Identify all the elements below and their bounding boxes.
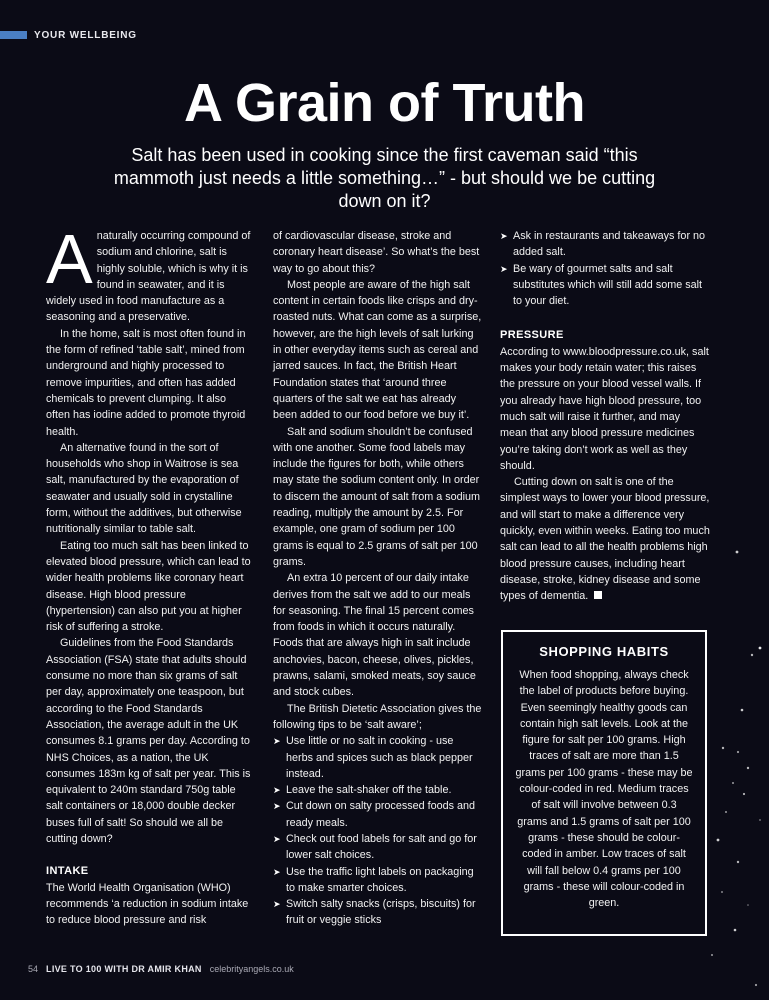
list-item	[273, 782, 483, 798]
arrow-bullet-icon: ➤	[273, 833, 281, 844]
intro-text: naturally occurring compound of sodium and chlorine, salt is highly soluble, which is why it is found in seawater, and it is widely used in food manufacture as a seasoning and a preservative.	[46, 230, 251, 324]
paragraph: Salt and sodium shouldn’t be confused with one another. Some food labels may include the figures for both, while others may state the sodium content only. In order to discern the amount of salt from a sodium reading, multiply the amount by 2.5. For example, one gram of sodium per 100 grams is equal to 2.5 grams of salt per 100 grams.	[273, 425, 481, 568]
paragraph-final	[500, 474, 710, 604]
subhead-intake: INTAKE	[46, 865, 89, 878]
tips-list	[273, 733, 483, 929]
paragraph: Eating too much salt has been linked to elevated blood pressure, which can lead to wider health problems like coronary heart disease. High blood pressure (hypertension) can also put you at higher risk of suffering a stroke.	[46, 539, 251, 634]
section-tag-bar	[0, 31, 27, 39]
arrow-bullet-icon: ➤	[273, 736, 281, 747]
list-item-text: Ask in restaurants and takeaways for no added salt.	[513, 230, 706, 259]
paragraph-text: Cutting down on salt is one of the simplest ways to lower your blood pressure, and will start to make a difference very quickly, even within weeks. Eating too much salt can lead to all the health problems high blood pressure causes, including heart disease, stroke, kidney disease and some types of dementia.	[500, 476, 710, 603]
box-title: SHOPPING HABITS	[539, 644, 669, 659]
list-item	[273, 831, 483, 864]
list-item	[273, 733, 483, 782]
drop-cap: A	[46, 220, 93, 298]
section-tag	[0, 28, 137, 42]
article-column-2	[273, 228, 483, 929]
arrow-bullet-icon: ➤	[273, 866, 281, 877]
arrow-bullet-icon: ➤	[500, 263, 508, 274]
paragraph: Most people are aware of the high salt content in certain foods like crisps and dry-roasted nuts. What can come as a surprise, however, are the high levels of salt lurking in other everyday items such as cereal and jarred sauces. In fact, the British Heart Foundation states that ‘around three quarters of the salt we eat has already been added to our food before we buy it’.	[273, 278, 482, 422]
website-url: celebrityangels.co.uk	[209, 964, 294, 974]
article-column-3	[500, 228, 710, 605]
list-item	[500, 261, 710, 310]
paragraph: An extra 10 percent of our daily intake derives from the salt we add to our meals for seasoning. The final 15 percent comes from foods in which it occurs naturally. Foods that are always high in salt include anchovies, bacon, cheese, olives, pickles, prawns, salami, smoked meats, soy sauce and stock cubes.	[273, 572, 476, 699]
list-item	[273, 798, 483, 831]
paragraph: According to www.bloodpressure.co.uk, salt makes your body retain water; this raises the pressure on your blood vessel walls. If you already have high blood pressure, too much salt will raise it further, and may mean that any blood pressure medicines you’re taking don’t work as well as they should.	[500, 345, 709, 472]
box-body: When food shopping, always check the label of products before buying. Even seemingly healthy goods can contain high salt levels. Look at the figure for salt per 100 grams. High traces of salt are more than 1.5 grams per 100 grams - these may be colour-coded in red. Medium traces of salt will involve between 0.3 grams and 1.5 grams of salt per 100 grams - these should be colour-coded in amber. Low traces of salt will fall below 0.4 grams per 100 grams - these will colour-coded in green.	[515, 669, 693, 910]
tips-list-continued	[500, 228, 710, 309]
arrow-bullet-icon: ➤	[273, 899, 281, 910]
page-number: 54	[28, 964, 39, 974]
arrow-bullet-icon: ➤	[500, 231, 508, 241]
headline: A Grain of Truth	[184, 73, 585, 133]
list-item-text: Be wary of gourmet salts and salt substitutes which will still add some salt to your diet.	[513, 262, 703, 308]
intro-paragraph	[46, 220, 253, 326]
list-item-text: Leave the salt-shaker off the table.	[286, 784, 452, 797]
list-item-text: Check out food labels for salt and go for lower salt choices.	[286, 832, 477, 862]
subhead-pressure: PRESSURE	[500, 329, 564, 342]
article-column-1	[46, 220, 253, 928]
paragraph: An alternative found in the sort of households who shop in Waitrose is sea salt, manufactured by the evaporation of seawater and usually sold in crystalline form, without the additives, but otherwise nutritionally similar to table salt.	[46, 441, 242, 536]
list-item	[273, 864, 483, 897]
end-mark-icon	[594, 591, 602, 599]
arrow-bullet-icon: ➤	[273, 801, 281, 812]
arrow-bullet-icon: ➤	[273, 785, 281, 796]
section-label: YOUR WELLBEING	[34, 29, 137, 41]
list-item	[500, 228, 710, 261]
standfirst: Salt has been used in cooking since the first caveman said “this mammoth just needs a little something…” - but should we be cutting down on it?	[113, 145, 656, 211]
paragraph: Guidelines from the Food Standards Association (FSA) state that adults should consume no more than six grams of salt per day, approximately one teaspoon, but according to the Food Standards Association, the average adult in the UK consumes 8.1 grams per day. According to NHS Choices, as a nation, the UK consumes 183m kg of salt per year. This is equivalent to 240m standard 750g table salt containers or 18,000 double decker buses full of salt! So should we all be cutting down?	[46, 637, 251, 845]
page-footer	[28, 964, 294, 974]
publication-title: LIVE TO 100 WITH DR AMIR KHAN	[46, 964, 202, 974]
list-item-text: Use the traffic light labels on packaging to make smarter choices.	[286, 865, 474, 894]
paragraph: The British Dietetic Association gives the following tips to be ‘salt aware’;	[273, 702, 482, 731]
list-item-text: Use little or no salt in cooking - use herbs and spices such as black pepper instead.	[286, 735, 473, 780]
paragraph: of cardiovascular disease, stroke and coronary heart disease’. So what’s the best way to go about this?	[273, 230, 480, 275]
list-item-text: Switch salty snacks (crisps, biscuits) for fruit or veggie sticks	[286, 898, 476, 927]
paragraph: In the home, salt is most often found in the form of refined ‘table salt’, mined from underground and highly processed to remove impurities, and often has added chemicals to prevent clumping. It also often has iodine added to promote thyroid health.	[46, 327, 246, 438]
paragraph: The World Health Organisation (WHO) recommends ‘a reduction in sodium intake to reduce blood pressure and risk	[46, 881, 249, 927]
list-item	[273, 896, 483, 929]
shopping-habits-box	[501, 630, 707, 936]
list-item-text: Cut down on salty processed foods and ready meals.	[286, 800, 476, 829]
